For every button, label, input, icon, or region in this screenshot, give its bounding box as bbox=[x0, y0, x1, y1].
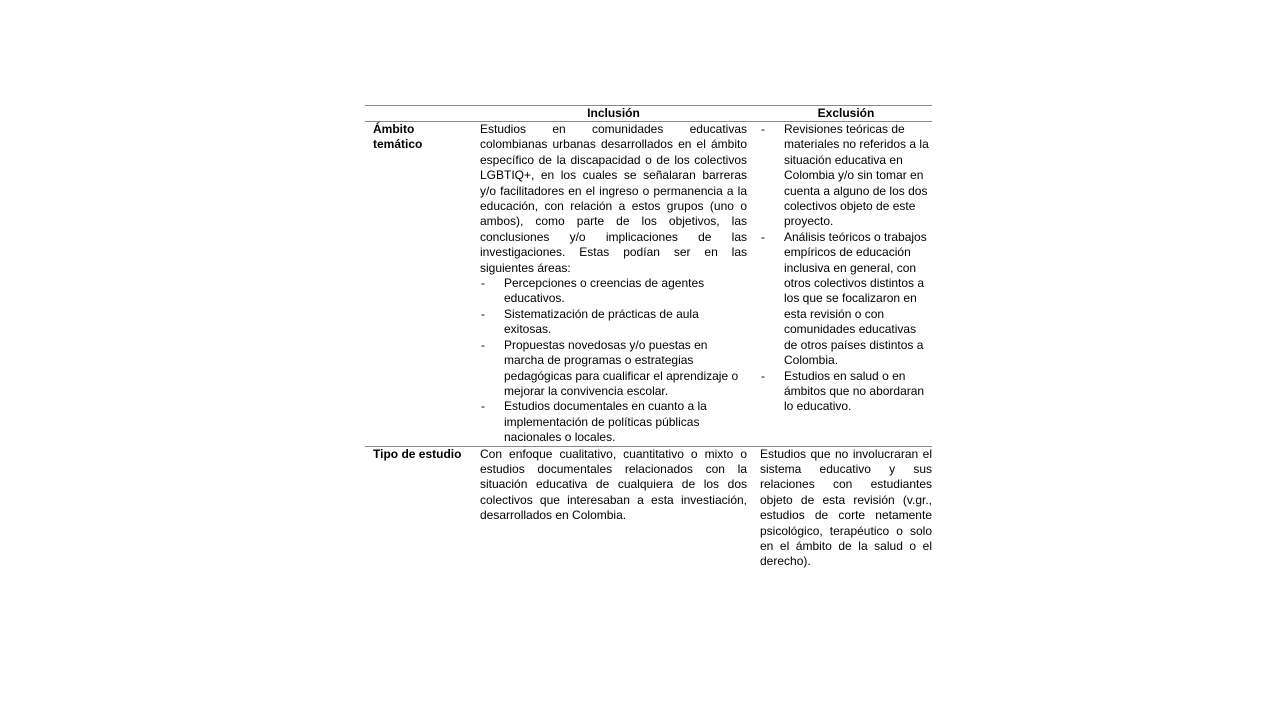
bullet-dash: - bbox=[481, 276, 485, 291]
list-item-text: Propuestas novedosas y/o puestas en marcha de programas o estrategias pedagógicas para cualificar el aprendizaje o mejorar la convivencia escolar. bbox=[504, 337, 739, 398]
header-exclusion: Exclusión bbox=[817, 106, 875, 120]
inclusion-cell bbox=[476, 122, 756, 446]
list-item bbox=[760, 369, 932, 415]
bullet-dash: - bbox=[761, 122, 765, 136]
header-inclusion: Inclusión bbox=[587, 106, 640, 120]
inclusion-text: Estudios en comunidades educativas colombianas urbanas desarrollados en el ámbito específico de la discapacidad o de los colectivos LGBTIQ+, en los cuales se señalaran barreras y/o facilitadores en el ingreso o permanencia a la educación, con relación a estos grupos (uno o ambos), como parte de los objetivos, las conclusiones y/o implicaciones de las investigaciones. Estas podían ser en las siguientes áreas: bbox=[480, 122, 747, 275]
row-label: Ámbito temático bbox=[373, 122, 423, 152]
table-header-row bbox=[365, 106, 932, 122]
row-label: Tipo de estudio bbox=[373, 446, 462, 461]
table-row bbox=[365, 122, 932, 447]
list-item bbox=[760, 122, 932, 230]
exclusion-cell bbox=[756, 122, 932, 446]
bullet-dash: - bbox=[481, 306, 485, 321]
list-item-text: Estudios en salud o en ámbitos que no abordaran lo educativo. bbox=[784, 368, 925, 414]
inclusion-list bbox=[480, 276, 747, 445]
bullet-dash: - bbox=[481, 399, 485, 414]
list-item-text: Estudios documentales en cuanto a la implementación de políticas públicas nacionales o locales. bbox=[504, 399, 707, 445]
list-item bbox=[480, 399, 747, 445]
list-item bbox=[480, 338, 747, 400]
exclusion-list bbox=[760, 122, 932, 415]
list-item bbox=[480, 276, 747, 307]
bullet-dash: - bbox=[481, 337, 485, 352]
bullet-dash: - bbox=[761, 368, 765, 383]
table-row bbox=[365, 447, 932, 570]
header-empty bbox=[365, 106, 476, 121]
list-item-text: Revisiones teóricas de materiales no referidos a la situación educativa en Colombia y/o sin tomar en cuenta a alguno de los dos colectivos objeto de este proyecto. bbox=[784, 122, 929, 229]
list-item bbox=[760, 230, 932, 369]
bullet-dash: - bbox=[761, 229, 765, 244]
list-item bbox=[480, 307, 747, 338]
exclusion-cell: Estudios que no involucraran el sistema educativo y sus relaciones con estudiantes objeto de esta revisión (v.gr., estudios de corte netamente psicológico, terapéutico o solo en el ámbito de la salud o el derecho). bbox=[760, 446, 932, 569]
inclusion-cell: Con enfoque cualitativo, cuantitativo o mixto o estudios documentales relacionados con la situación educativa de cualquiera de los dos colectivos que interesaban a esta investiación, desarrollados en Colombia. bbox=[480, 446, 747, 523]
list-item-text: Análisis teóricos o trabajos empíricos de educación inclusiva en general, con otros colectivos distintos a los que se focalizaron en esta revisión o con comunidades educativas de otros países distintos a Colombia. bbox=[784, 229, 927, 368]
list-item-text: Percepciones o creencias de agentes educativos. bbox=[504, 276, 705, 306]
list-item-text: Sistematización de prácticas de aula exitosas. bbox=[504, 306, 699, 337]
criteria-table bbox=[365, 105, 932, 570]
